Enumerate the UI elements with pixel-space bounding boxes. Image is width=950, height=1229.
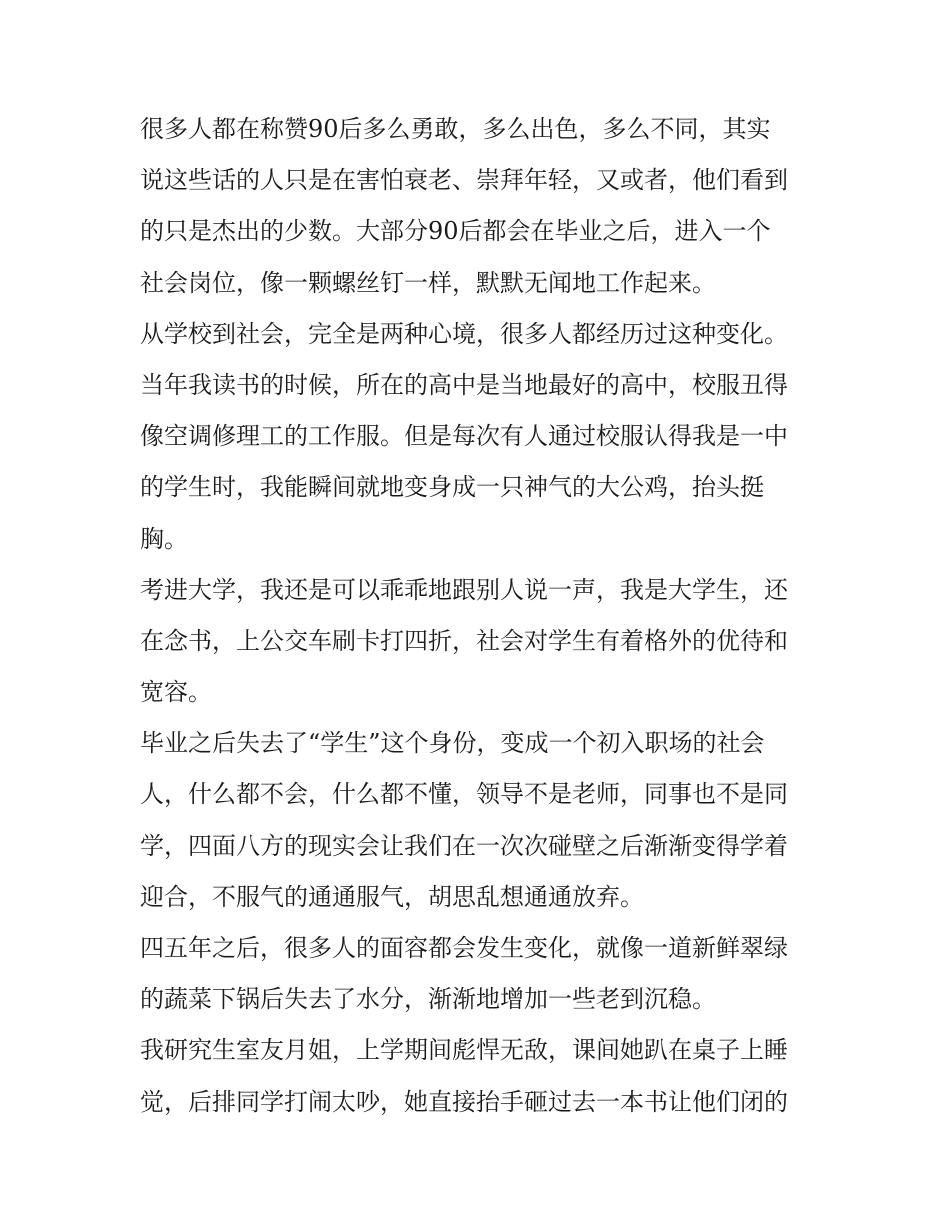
text-line: 考进大学，我还是可以乖乖地跟别人说一声，我是大学生，还: [140, 575, 788, 604]
text-line: 说这些话的人只是在害怕衰老、崇拜年轻，又或者，他们看到: [140, 166, 788, 195]
text-line: 学，四面八方的现实会让我们在一次次碰壁之后渐渐变得学着: [140, 831, 788, 860]
document-body: [140, 104, 815, 1128]
text-line: 从学校到社会，完全是两种心境，很多人都经历过这种变化。: [140, 319, 788, 348]
text-line: 四五年之后，很多人的面容都会发生变化，就像一道新鲜翠绿: [140, 934, 788, 962]
text-line: 当年我读书的时候，所在的高中是当地最好的高中，校服丑得: [140, 370, 788, 399]
text-line: 毕业之后失去了“学生”这个身份，变成一个初入职场的社会: [140, 729, 765, 758]
text-line: 觉，后排同学打闹太吵，她直接抬手砸过去一本书让他们闭的: [140, 1087, 788, 1116]
text-line: 我研究生室友月姐，上学期间彪悍无敌，课间她趴在桌子上睡: [140, 1036, 788, 1065]
text-line: 的学生时，我能瞬间就地变身成一只神气的大公鸡，抬头挺: [140, 473, 764, 502]
text-line: 像空调修理工的工作服。但是每次有人通过校服认得我是一中: [140, 422, 788, 451]
text-line: 社会岗位，像一颗螺丝钉一样，默默无闻地工作起来。: [140, 268, 716, 297]
text-line: 胸。: [140, 524, 188, 553]
text-line: 很多人都在称赞90后多么勇敢，多么出色，多么不同，其实: [140, 115, 771, 143]
text-line: 在念书，上公交车刷卡打四折，社会对学生有着格外的优待和: [140, 626, 788, 655]
text-line: 迎合，不服气的通通服气，胡思乱想通通放弃。: [140, 882, 644, 911]
text-line: 宽容。: [140, 678, 212, 707]
text-line: 的蔬菜下锅后失去了水分，渐渐地增加一些老到沉稳。: [140, 985, 716, 1014]
text-line: 人，什么都不会，什么都不懂，领导不是老师，同事也不是同: [140, 780, 788, 809]
text-line: 的只是杰出的少数。大部分90后都会在毕业之后，进入一个: [140, 217, 771, 246]
